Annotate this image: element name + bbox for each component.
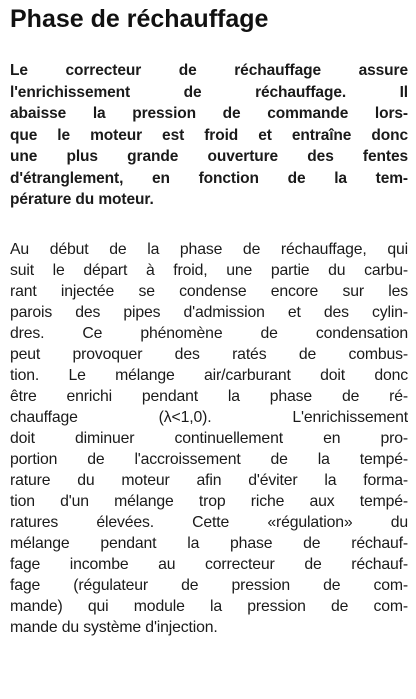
lead-line: Le correcteur de réchauffage assure xyxy=(10,62,408,79)
body-line: rant injectée se condense encore sur les xyxy=(10,282,408,300)
body-line: doit diminuer continuellement en pro- xyxy=(10,429,408,447)
body-line: chauffage (λ<1,0). L'enrichissement xyxy=(10,408,408,426)
body-line: dres. Ce phénomène de condensation xyxy=(10,324,408,342)
body-line: tion. Le mélange air/carburant doit donc xyxy=(10,366,408,384)
lead-line: une plus grande ouverture des fentes xyxy=(10,148,408,165)
lead-line: abaisse la pression de commande lors- xyxy=(10,105,408,122)
body-line: tion d'un mélange trop riche aux tempé- xyxy=(10,492,408,510)
body-line: rature du moteur afin d'éviter la forma- xyxy=(10,471,408,489)
lead-line: l'enrichissement de réchauffage. Il xyxy=(10,83,408,101)
body-line: être enrichi pendant la phase de ré- xyxy=(10,387,408,405)
lead-line: que le moteur est froid et entraîne donc xyxy=(10,126,408,144)
lead-line: pérature du moteur. xyxy=(10,191,154,208)
body-line: fage incombe au correcteur de réchauf- xyxy=(10,555,408,573)
body-line: Au début de la phase de réchauffage, qui xyxy=(10,240,408,258)
body-line: suit le départ à froid, une partie du carbu- xyxy=(10,261,408,279)
body-line: mélange pendant la phase de réchauf- xyxy=(10,534,408,552)
lead-paragraph xyxy=(10,60,408,211)
page-title: Phase de réchauffage xyxy=(10,5,269,33)
body-line: ratures élevées. Cette «régulation» du xyxy=(10,513,408,531)
body-paragraph xyxy=(10,239,408,638)
body-line: peut provoquer des ratés de combus- xyxy=(10,345,408,363)
body-line: fage (régulateur de pression de com- xyxy=(10,576,408,594)
body-line: mande du système d'injection. xyxy=(10,618,218,636)
body-line: portion de l'accroissement de la tempé- xyxy=(10,450,408,468)
body-line: mande) qui module la pression de com- xyxy=(10,597,408,615)
body-line: parois des pipes d'admission et des cylin- xyxy=(10,303,408,321)
lead-line: d'étranglement, en fonction de la tem- xyxy=(10,169,408,187)
page xyxy=(10,4,408,638)
